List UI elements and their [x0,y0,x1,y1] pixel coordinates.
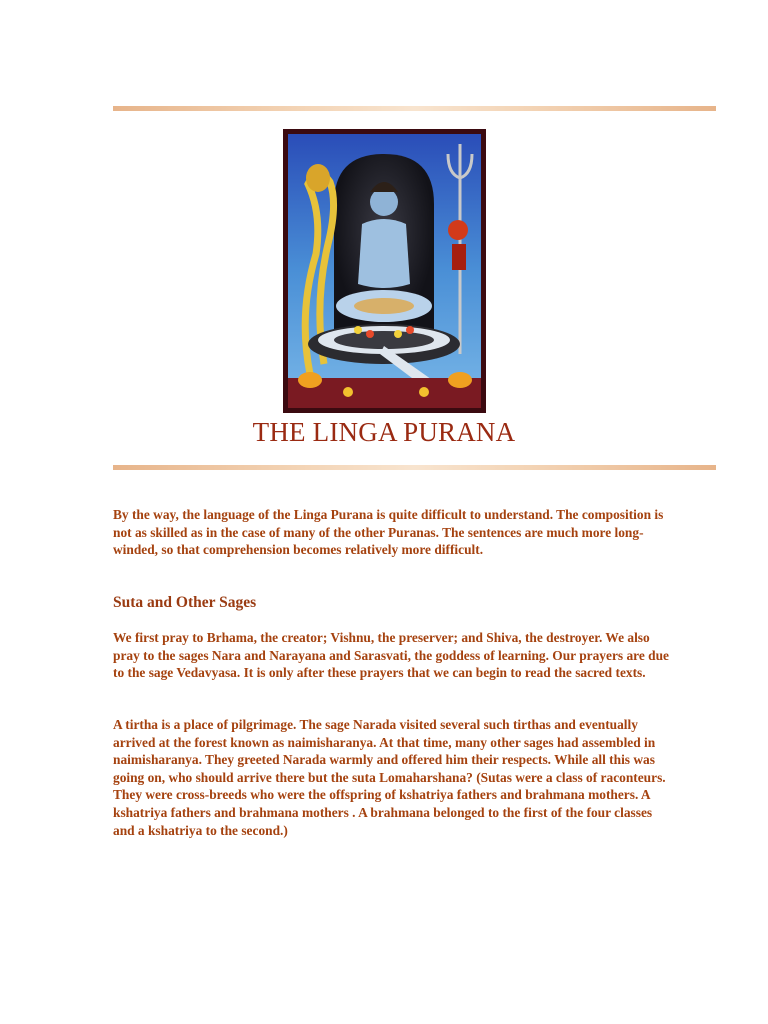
tirtha-paragraph: A tirtha is a place of pilgrimage. The sage Narada visited several such tirthas and eventually arrived at the forest known as naimisharanya. At that time, many other sages had assembled in naimisharanya. They greeted Narada warmly and offered him their respects. While all this was going on, who should arrive there but the suta Lomaharshana? (Sutas were a class of raconteurs. They were cross-breeds who were the offspring of kshatriya fathers and brahmana mothers. A kshatriya fathers and brahmana mothers . A brahmana belonged to the first of the four classes and a kshatriya to the second.) [113,717,666,838]
prayer-paragraph: We first pray to Brhama, the creator; Vishnu, the preserver; and Shiva, the destroyer. We also pray to the sages Nara and Narayana and Sarasvati, the goddess of learning. Our prayers are due to the sage Vedavyasa. It is only after these prayers that we can begin to read the sacred texts. [113,630,669,681]
shiva-illustration [283,129,486,413]
page-title: THE LINGA PURANA [252,417,516,447]
section-heading: Suta and Other Sages [113,594,257,611]
top-divider [113,106,716,111]
title-divider [113,465,716,470]
intro-paragraph: By the way, the language of the Linga Purana is quite difficult to understand. The composition is not as skilled as in the case of many of the other Puranas. The sentences are much more long-winded, so that comprehension becomes relatively more difficult. [113,507,664,558]
